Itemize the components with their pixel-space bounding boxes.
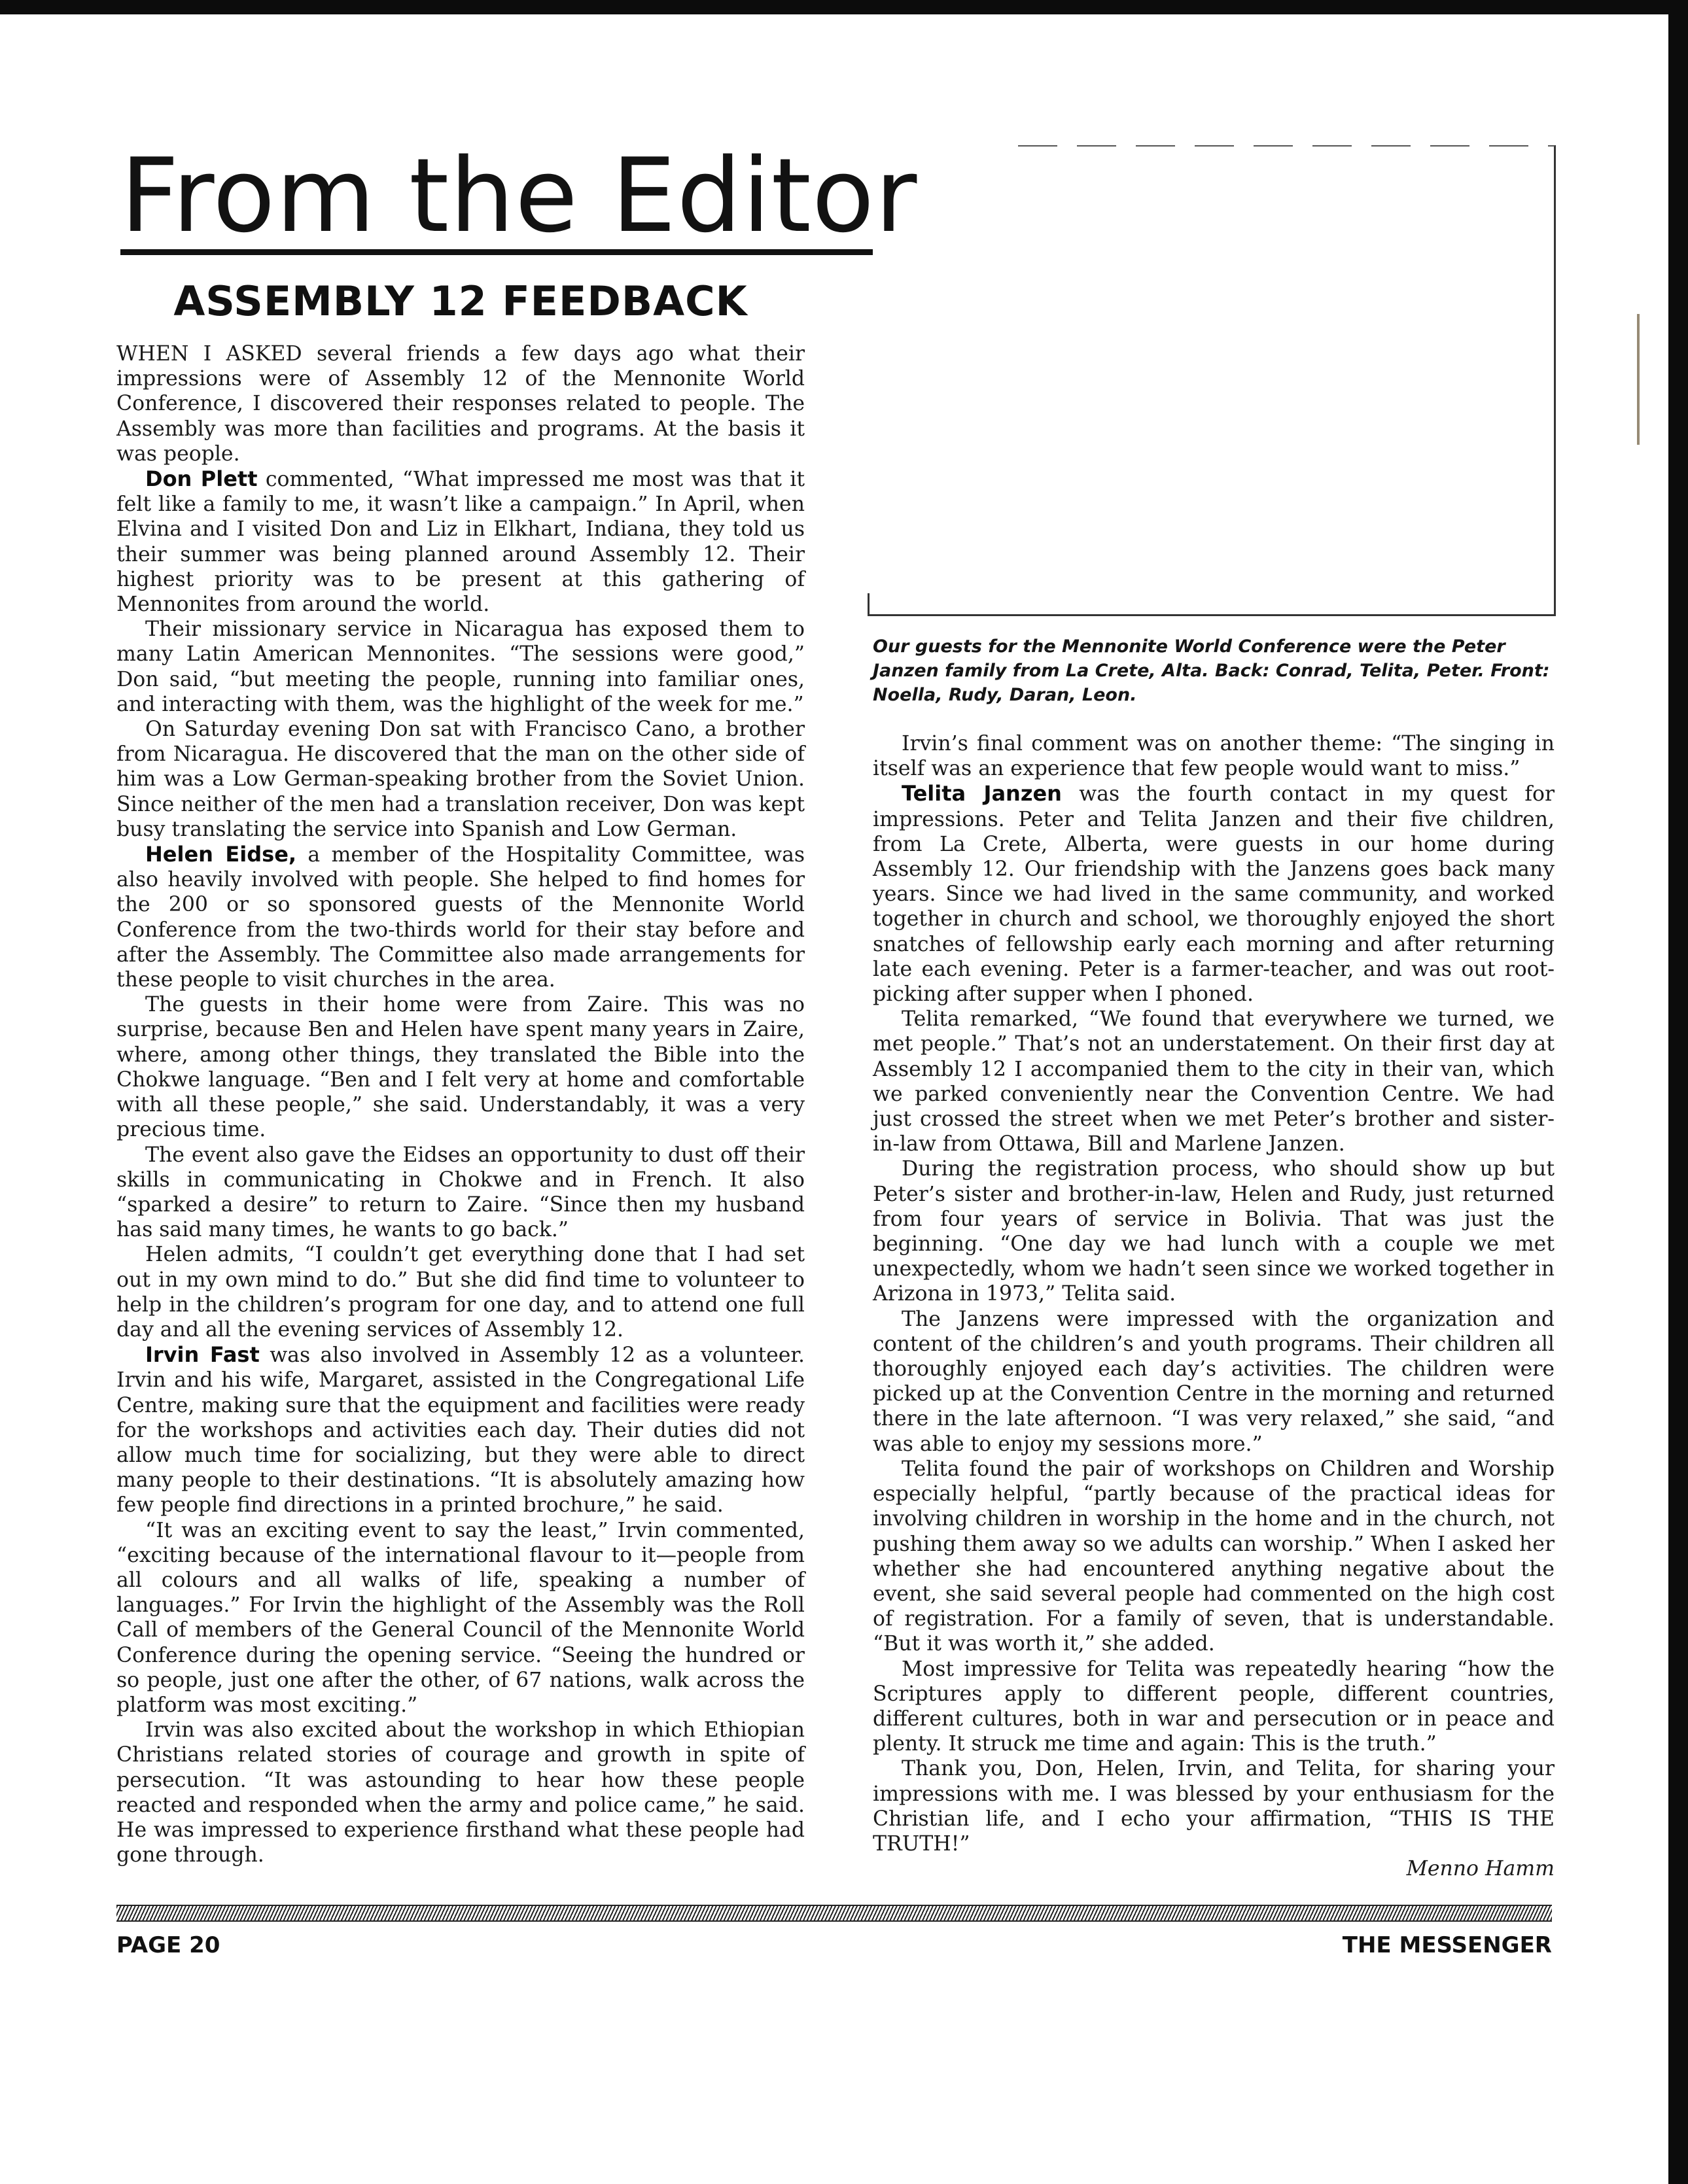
speaker-name: Irvin Fast bbox=[145, 1342, 260, 1368]
article-paragraph bbox=[873, 1307, 1555, 1457]
paragraph-text: The Janzens were impressed with the organization and content of the children’s and youth programs. Their children all thoroughly enjoyed each day’s activities. The children were picked up at the Convention Centre in the morning and returned there in the late afternoon. “I was very relaxed,” she said, “and was able to enjoy my sessions more.” bbox=[873, 1307, 1555, 1456]
article-column-right bbox=[873, 731, 1555, 1881]
page-number: PAGE 20 bbox=[116, 1932, 220, 1958]
paragraph-text: During the registration process, who should show up but Peter’s sister and brother-in-law, Helen and Rudy, just returned from four years of service in Bolivia. That was just the beginning. “One day we had lunch with a couple we met unexpectedly, whom we hadn’t seen since we worked together in Arizona in 1973,” Telita said. bbox=[873, 1157, 1555, 1306]
article-paragraph bbox=[116, 466, 805, 617]
publication-name: THE MESSENGER bbox=[1342, 1932, 1552, 1958]
paragraph-text: WHEN I ASKED several friends a few days ago what their impressions were of Assembly 12 of the Mennonite World Conference, I discovered their responses related to people. The Assembly was more than facilities and programs. At the basis it was people. bbox=[116, 342, 805, 466]
article-title: ASSEMBLY 12 FEEDBACK bbox=[173, 277, 748, 325]
left-paragraph-list bbox=[116, 341, 805, 1867]
article-column-left bbox=[116, 277, 805, 1867]
paragraph-text: Telita found the pair of workshops on Children and Worship especially helpful, “partly because of the practical ideas for involving children in worship in the home and in the church, not pushing them away so we adults can worship.” When I asked her whether she had encountered anything negative about the event, she said several people had commented on the high cost of registration. For a family of seven, that is understandable. “But it was worth it,” she added. bbox=[873, 1457, 1555, 1656]
article-paragraph bbox=[873, 731, 1555, 781]
paragraph-text: Irvin was also excited about the workshop in which Ethiopian Christians related stories of courage and growth in spite of persecution. “It was astounding to hear how these people reacted and responded when the army and police came,” he said. He was impressed to experience firsthand what these people had gone through. bbox=[116, 1718, 805, 1867]
photo-frame-top-edge bbox=[1018, 145, 1555, 147]
article-paragraph bbox=[116, 341, 805, 466]
article-paragraph bbox=[116, 1143, 805, 1243]
article-paragraph bbox=[116, 1718, 805, 1867]
article-paragraph bbox=[116, 992, 805, 1142]
paragraph-text: was also involved in Assembly 12 as a volunteer. Irvin and his wife, Margaret, assisted in the Congregational Life Centre, making sure that the equipment and facilities were ready for the workshops and activities each day. Their duties did not allow much time for socializing, but they were able to direct many people to their destinations. “It is absolutely amazing how few people find directions in a printed brochure,” he said. bbox=[116, 1343, 805, 1517]
paragraph-text: The event also gave the Eidses an opportunity to dust off their skills in communicating in Chokwe and in French. It also “sparked a desire” to return to Zaire. “Since then my husband has said many times, he wants to go back.” bbox=[116, 1143, 805, 1242]
paragraph-text: Thank you, Don, Helen, Irvin, and Telita, for sharing your impressions with me. I was blessed by your enthusiasm for the Christian life, and I echo your affirmation, “THIS IS THE TRUTH!” bbox=[873, 1757, 1555, 1856]
article-paragraph bbox=[873, 1756, 1555, 1856]
footer-rule bbox=[116, 1905, 1552, 1922]
photo-caption: Our guests for the Mennonite World Conference were the Peter Janzen family from La Crete, Alta. Back: Conrad, Telita, Peter. Front: Noella, Rudy, Daran, Leon. bbox=[873, 636, 1550, 705]
paragraph-text: The guests in their home were from Zaire. This was no surprise, because Ben and Helen have spent many years in Zaire, where, among other things, they translated the Bible into the Chokwe language. “Ben and I felt very at home and comfortable with all these people,” she said. Understandably, it was a very precious time. bbox=[116, 993, 805, 1142]
speaker-name: Don Plett bbox=[145, 466, 258, 492]
paragraph-text: “It was an exciting event to say the least,” Irvin commented, “exciting because of the international flavour to it—people from all colours and all walks of life, speaking a number of languages.” For Irvin the highlight of the Assembly was the Roll Call of members of the General Council of the Mennonite World Conference during the opening service. “Seeing the hundred or so people, just one after the other, of 67 nations, walk across the platform was most exciting.” bbox=[116, 1518, 805, 1717]
article-paragraph bbox=[116, 617, 805, 717]
paragraph-text: Telita remarked, “We found that everywhere we turned, we met people.” That’s not an understatement. On their first day at Assembly 12 I accompanied them to the city in their van, which we parked conveniently near the Convention Centre. We had just crossed the street when we met Peter’s brother and sister-in-law from Ottawa, Bill and Marlene Janzen. bbox=[873, 1007, 1555, 1156]
article-paragraph bbox=[873, 1657, 1555, 1757]
paragraph-text: Irvin’s final comment was on another theme: “The singing in itself was an experience that few people would want to miss.” bbox=[873, 732, 1555, 781]
article-paragraph bbox=[873, 1457, 1555, 1657]
author-signature: Menno Hamm bbox=[1406, 1857, 1555, 1881]
article-paragraph bbox=[116, 1242, 805, 1342]
photo-frame-corner bbox=[868, 593, 870, 616]
paragraph-text: was the fourth contact in my quest for impressions. Peter and Telita Janzen and their five children, from La Crete, Alberta, were guests in our home during Assembly 12. Our friendship with the Janzens goes back many years. Since we had lived in the same community, and worked together in church and school, we thoroughly enjoyed the short snatches of fellowship early each morning and after returning late each evening. Peter is a farmer-teacher, and was out root-picking after supper when I phoned. bbox=[873, 782, 1555, 1007]
photo-frame bbox=[868, 145, 1556, 616]
article-paragraph bbox=[116, 1342, 805, 1517]
scan-top-edge bbox=[0, 0, 1688, 14]
right-paragraph-list bbox=[873, 731, 1555, 1856]
article-paragraph bbox=[116, 1518, 805, 1718]
page-header bbox=[120, 136, 918, 255]
paragraph-text: a member of the Hospitality Committee, was also heavily involved with people. She helped to find homes for the 200 or so sponsored guests of the Mennonite World Conference from the two-thirds world for their stay before and after the Assembly. The Committee also made arrangements for these people to visit churches in the area. bbox=[116, 843, 805, 992]
article-paragraph bbox=[116, 842, 805, 992]
article-paragraph bbox=[873, 1156, 1555, 1306]
paragraph-text: Helen admits, “I couldn’t get everything done that I had set out in my own mind to do.” But she did find time to volunteer to help in the children’s program for one day, and to attend one full day and all the evening services of Assembly 12. bbox=[116, 1243, 805, 1342]
speaker-name: Helen Eidse, bbox=[145, 842, 297, 867]
scan-right-edge bbox=[1668, 0, 1688, 2184]
paragraph-text: commented, “What impressed me most was that it felt like a family to me, it wasn’t like a campaign.” In April, when Elvina and I visited Don and Liz in Elkhart, Indiana, they told us their summer was being planned around Assembly 12. Their highest priority was to be present at this gathering of Mennonites from around the world. bbox=[116, 468, 805, 617]
page-title: From the Editor bbox=[120, 136, 918, 255]
article-paragraph bbox=[116, 717, 805, 842]
article-paragraph bbox=[873, 781, 1555, 1007]
paragraph-text: Most impressive for Telita was repeatedly hearing “how the Scriptures apply to different people, different countries, different cultures, both in war and persecution or in peace and plenty. It struck me time and again: This is the truth.” bbox=[873, 1657, 1555, 1756]
margin-mark bbox=[1637, 314, 1646, 445]
speaker-name: Telita Janzen bbox=[902, 781, 1062, 806]
article-paragraph bbox=[873, 1007, 1555, 1156]
paragraph-text: On Saturday evening Don sat with Francisco Cano, a brother from Nicaragua. He discovered that the man on the other side of him was a Low German-speaking brother from the Soviet Union. Since neither of the men had a translation receiver, Don was kept busy translating the service into Spanish and Low German. bbox=[116, 718, 805, 841]
paragraph-text: Their missionary service in Nicaragua has exposed them to many Latin American Mennonites. “The sessions were good,” Don said, “but meeting the people, running into familiar ones, and interacting with them, was the highlight of the week for me.” bbox=[116, 617, 805, 716]
